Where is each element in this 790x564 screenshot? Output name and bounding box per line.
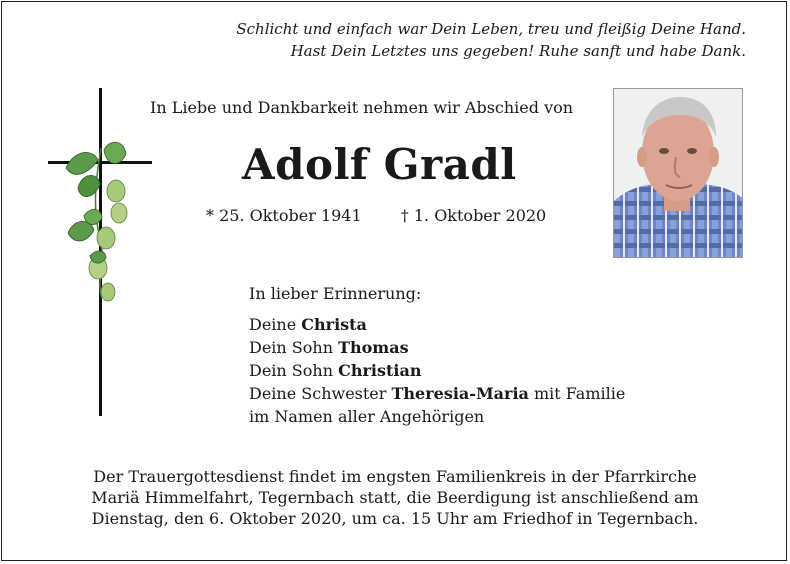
- life-dates: [206, 206, 546, 225]
- deceased-name: Adolf Gradl: [242, 140, 517, 189]
- death-date: † 1. Oktober 2020: [400, 206, 547, 225]
- memory-heading: In lieber Erinnerung:: [249, 284, 422, 303]
- mourner-line: Deine Christa: [249, 315, 367, 334]
- service-line-2: Mariä Himmelfahrt, Tegernbach statt, die Beerdigung ist anschließend am: [91, 488, 699, 507]
- service-line-1: Der Trauergottesdienst findet im engsten Familienkreis in der Pfarrkirche: [93, 467, 697, 486]
- poem-line-1: Schlicht und einfach war Dein Leben, treu und fleißig Deine Hand.: [236, 20, 746, 38]
- birth-date: * 25. Oktober 1941: [206, 206, 362, 225]
- poem: [236, 18, 746, 62]
- cross-with-hops-icon: [44, 88, 156, 418]
- service-line-3: Dienstag, den 6. Oktober 2020, um ca. 15 Uhr am Friedhof in Tegernbach.: [91, 509, 699, 528]
- mourner-line: Deine Schwester Theresia-Maria mit Familie: [249, 384, 626, 403]
- mourner-line: Dein Sohn Christian: [249, 361, 422, 380]
- mourner-line: im Namen aller Angehörigen: [249, 407, 485, 426]
- portrait-photo: [613, 88, 743, 258]
- mourner-line: Dein Sohn Thomas: [249, 338, 409, 357]
- poem-line-2: Hast Dein Letztes uns gegeben! Ruhe sanft und habe Dank.: [290, 42, 746, 60]
- intro-text: In Liebe und Dankbarkeit nehmen wir Abschied von: [150, 98, 574, 117]
- memory-block: [249, 282, 625, 428]
- service-notice: [40, 466, 750, 529]
